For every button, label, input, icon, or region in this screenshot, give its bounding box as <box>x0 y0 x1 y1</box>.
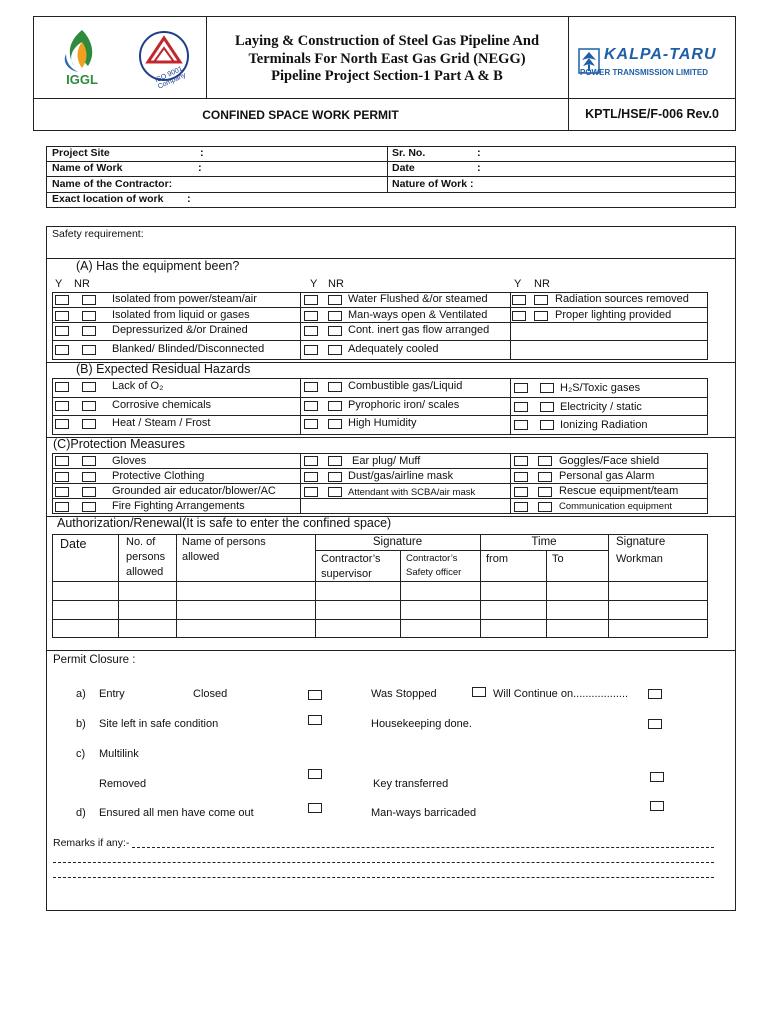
c-col3-y-1[interactable] <box>514 456 528 466</box>
header-title-line-1: Laying & Construction of Steel Gas Pipeline And <box>234 33 540 49</box>
c-col1-item-3: Grounded air educator/blower/AC <box>112 485 276 497</box>
a-col2-y-2[interactable] <box>304 311 318 321</box>
auth-workman: Workman <box>616 553 663 565</box>
b-col1-nr-3[interactable] <box>82 419 96 429</box>
auth-from: from <box>486 553 508 565</box>
b-col2-item-1: Combustible gas/Liquid <box>348 380 463 392</box>
a-col1-nr-2[interactable] <box>82 311 96 321</box>
location-label: Exact location of work <box>52 193 164 205</box>
a-col2-nr-1[interactable] <box>328 295 342 305</box>
closure-a-entry: Entry <box>99 688 125 700</box>
b-col1-y-3[interactable] <box>55 419 69 429</box>
auth-name-persons-1: Name of persons <box>182 536 266 548</box>
project-site-colon: : <box>200 147 204 159</box>
closure-title: Permit Closure : <box>53 654 136 666</box>
remarks-line-3[interactable] <box>53 877 714 878</box>
c-col3-item-2: Personal gas Alarm <box>559 470 655 482</box>
c-col3-nr-1[interactable] <box>538 456 552 466</box>
b-col2-nr-2[interactable] <box>328 401 342 411</box>
remarks-line-1[interactable] <box>132 847 714 848</box>
a-col1-item-1: Isolated from power/steam/air <box>112 293 257 305</box>
kalpataru-logo <box>578 46 728 80</box>
sr-no-colon: : <box>477 147 481 159</box>
section-b-title: (B) Expected Residual Hazards <box>76 362 251 376</box>
c-col2-nr-1[interactable] <box>328 456 342 466</box>
flame-icon <box>52 26 112 74</box>
c-col2-nr-2[interactable] <box>328 472 342 482</box>
closure-key-checkbox[interactable] <box>650 772 664 782</box>
form-title: CONFINED SPACE WORK PERMIT <box>202 108 399 122</box>
c-col3-y-2[interactable] <box>514 472 528 482</box>
c-col2-item-1: Ear plug/ Muff <box>352 455 421 467</box>
c-col3-y-4[interactable] <box>514 502 528 512</box>
closure-a-closed: Closed <box>193 688 228 700</box>
auth-signature-header: Signature <box>372 536 423 548</box>
closure-removed-checkbox[interactable] <box>308 769 322 779</box>
a-col2-nr-3[interactable] <box>328 326 342 336</box>
c-col1-item-2: Protective Clothing <box>112 470 205 482</box>
nature-of-work-label: Nature of Work : <box>392 178 474 190</box>
auth-no-persons-3: allowed <box>126 566 164 578</box>
a-col2-nr-2[interactable] <box>328 311 342 321</box>
c-col3-item-4: Communication equipment <box>559 501 673 512</box>
b-col2-item-2: Pyrophoric iron/ scales <box>348 399 460 411</box>
a-col2-item-3: Cont. inert gas flow arranged <box>348 324 490 336</box>
auth-name-persons-2: allowed <box>182 551 220 563</box>
c-col1-y-4[interactable] <box>55 502 69 512</box>
a-col2-y-3[interactable] <box>304 326 318 336</box>
b-col3-y-1[interactable] <box>514 383 528 393</box>
project-site-label: Project Site <box>52 147 110 159</box>
c-col2-item-2: Dust/gas/airline mask <box>348 470 454 482</box>
auth-date-header: Date <box>60 537 87 551</box>
a-col1-nr-3[interactable] <box>82 326 96 336</box>
closure-a-label: a) <box>76 688 86 700</box>
b-col2-item-3: High Humidity <box>348 417 417 429</box>
date-label: Date <box>392 162 415 174</box>
iso-logo <box>134 28 198 91</box>
closure-d-manways: Man-ways barricaded <box>371 807 477 819</box>
a-col2-y-1[interactable] <box>304 295 318 305</box>
a-col1-y-3[interactable] <box>55 326 69 336</box>
c-col2-item-3: Attendant with SCBA/air mask <box>348 487 476 498</box>
header-title-line-2: Terminals For North East Gas Grid (NEGG) <box>248 51 526 67</box>
b-col1-item-3: Heat / Steam / Frost <box>112 417 211 429</box>
c-col1-nr-4[interactable] <box>82 502 96 512</box>
kalpataru-logo-text: KALPA-TARU <box>604 46 717 63</box>
location-colon: : <box>187 193 191 205</box>
a-col1-item-3: Depressurized &/or Drained <box>112 324 248 336</box>
c-col3-nr-2[interactable] <box>538 472 552 482</box>
c-col1-y-2[interactable] <box>55 472 69 482</box>
b-col1-item-2: Corrosive chemicals <box>112 399 212 411</box>
a-col3-nr-2[interactable] <box>534 311 548 321</box>
nr-label-3: NR <box>534 278 550 290</box>
c-col3-item-3: Rescue equipment/team <box>559 485 679 497</box>
remarks-line-2[interactable] <box>53 862 714 863</box>
b-col3-nr-3[interactable] <box>540 420 554 430</box>
c-col1-item-1: Gloves <box>112 455 147 467</box>
auth-supervisor-2: supervisor <box>321 568 372 580</box>
closure-stopped-checkbox[interactable] <box>472 687 486 697</box>
closure-closed-checkbox[interactable] <box>308 690 322 700</box>
y-label-2: Y <box>310 278 318 290</box>
closure-c-key: Key transferred <box>373 778 449 790</box>
b-col1-nr-2[interactable] <box>82 401 96 411</box>
closure-b-house: Housekeeping done. <box>371 718 472 730</box>
a-col1-nr-1[interactable] <box>82 295 96 305</box>
closure-site-checkbox[interactable] <box>308 715 322 725</box>
nr-label-2: NR <box>328 278 344 290</box>
a-col2-nr-4[interactable] <box>328 345 342 355</box>
c-col3-nr-3[interactable] <box>538 487 552 497</box>
sr-no-label: Sr. No. <box>392 147 426 159</box>
b-col1-y-1[interactable] <box>55 382 69 392</box>
authorization-title: Authorization/Renewal(It is safe to enter the confined space) <box>57 516 392 530</box>
c-col1-item-4: Fire Fighting Arrangements <box>112 500 245 512</box>
auth-supervisor-1: Contractor’s <box>321 553 381 565</box>
b-col3-item-2: Electricity / static <box>560 401 642 413</box>
name-of-work-label: Name of Work <box>52 162 123 174</box>
b-col3-nr-1[interactable] <box>540 383 554 393</box>
b-col3-y-3[interactable] <box>514 420 528 430</box>
safety-requirement-label: Safety requirement: <box>52 228 144 240</box>
form-code: KPTL/HSE/F-006 Rev.0 <box>585 107 719 121</box>
a-col1-y-1[interactable] <box>55 295 69 305</box>
c-col2-nr-3[interactable] <box>328 487 342 497</box>
iggl-logo-text: IGGL <box>66 72 98 87</box>
b-col2-nr-1[interactable] <box>328 382 342 392</box>
c-col2-y-3[interactable] <box>304 487 318 497</box>
b-col2-y-2[interactable] <box>304 401 318 411</box>
closure-continue-checkbox[interactable] <box>648 689 662 699</box>
contractor-label: Name of the Contractor: <box>52 178 173 190</box>
a-col2-y-4[interactable] <box>304 345 318 355</box>
section-a-title: (A) Has the equipment been? <box>76 259 240 273</box>
a-col1-item-2: Isolated from liquid or gases <box>112 309 250 321</box>
closure-a-stopped: Was Stopped <box>371 688 437 700</box>
b-col1-nr-1[interactable] <box>82 382 96 392</box>
b-col2-nr-3[interactable] <box>328 419 342 429</box>
kalpataru-logo-subtext: POWER TRANSMISSION LIMITED <box>580 68 708 77</box>
section-c-title: (C)Protection Measures <box>53 437 185 451</box>
a-col3-nr-1[interactable] <box>534 295 548 305</box>
auth-to: To <box>552 553 564 565</box>
b-col3-y-2[interactable] <box>514 402 528 412</box>
auth-safety-1: Contractor’s <box>406 553 458 564</box>
a-col3-item-2: Proper lighting provided <box>555 309 672 321</box>
auth-safety-2: Safety officer <box>406 567 462 578</box>
auth-no-persons-2: persons <box>126 551 166 563</box>
closure-men-checkbox[interactable] <box>308 803 322 813</box>
c-col2-y-2[interactable] <box>304 472 318 482</box>
name-of-work-colon: : <box>198 162 202 174</box>
closure-c-label: c) <box>76 748 86 760</box>
a-col3-item-1: Radiation sources removed <box>555 293 689 305</box>
y-label-1: Y <box>55 278 63 290</box>
closure-c-multilink: Multilink <box>99 748 139 760</box>
closure-d-label: d) <box>76 807 86 819</box>
b-col2-y-3[interactable] <box>304 419 318 429</box>
c-col3-item-1: Goggles/Face shield <box>559 455 660 467</box>
c-col3-y-3[interactable] <box>514 487 528 497</box>
b-col1-y-2[interactable] <box>55 401 69 411</box>
iggl-logo <box>52 26 112 90</box>
header-title-line-3: Pipeline Project Section-1 Part A & B <box>271 68 503 84</box>
a-col3-y-1[interactable] <box>512 295 526 305</box>
b-col3-item-3: Ionizing Radiation <box>560 419 648 431</box>
auth-signature2-header: Signature <box>616 536 666 548</box>
closure-b-label: b) <box>76 718 86 730</box>
auth-no-persons-1: No. of <box>126 536 156 548</box>
closure-house-checkbox[interactable] <box>648 719 662 729</box>
y-label-3: Y <box>514 278 522 290</box>
c-col1-nr-2[interactable] <box>82 472 96 482</box>
c-col1-y-1[interactable] <box>55 456 69 466</box>
remarks-label: Remarks if any:- <box>53 837 130 849</box>
b-col3-item-1: H₂S/Toxic gases <box>560 382 641 394</box>
a-col3-y-2[interactable] <box>512 311 526 321</box>
c-col1-nr-1[interactable] <box>82 456 96 466</box>
iso-logo-text: ISO 9001 Company <box>154 65 188 91</box>
a-col1-item-4: Blanked/ Blinded/Disconnected <box>112 343 265 355</box>
a-col2-item-1: Water Flushed &/or steamed <box>348 293 488 305</box>
date-colon: : <box>477 162 481 174</box>
c-col1-nr-3[interactable] <box>82 487 96 497</box>
closure-d-men: Ensured all men have come out <box>99 807 254 819</box>
a-col1-y-4[interactable] <box>55 345 69 355</box>
a-col2-item-2: Man-ways open & Ventilated <box>348 309 488 321</box>
a-col1-nr-4[interactable] <box>82 345 96 355</box>
nr-label-1: NR <box>74 278 90 290</box>
b-col1-item-1: Lack of O₂ <box>112 380 164 392</box>
c-col2-y-1[interactable] <box>304 456 318 466</box>
closure-c-removed: Removed <box>99 778 147 790</box>
closure-a-continue: Will Continue on.................. <box>493 688 629 700</box>
c-col3-nr-4[interactable] <box>538 502 552 512</box>
a-col1-y-2[interactable] <box>55 311 69 321</box>
auth-time-header: Time <box>531 536 557 548</box>
closure-b-site: Site left in safe condition <box>99 718 219 730</box>
c-col1-y-3[interactable] <box>55 487 69 497</box>
a-col2-item-4: Adequately cooled <box>348 343 439 355</box>
closure-manways-checkbox[interactable] <box>650 801 664 811</box>
b-col2-y-1[interactable] <box>304 382 318 392</box>
b-col3-nr-2[interactable] <box>540 402 554 412</box>
